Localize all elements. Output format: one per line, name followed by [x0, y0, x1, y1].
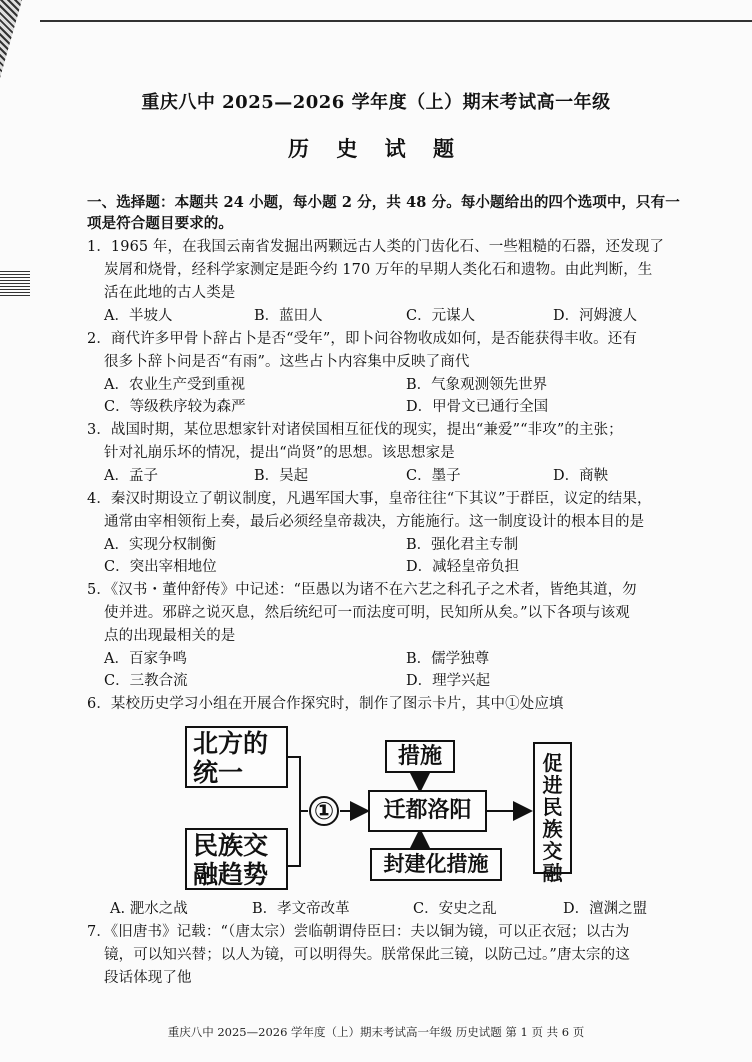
q5-option-b[interactable]: B．儒学独尊 [406, 651, 490, 667]
move-capital-box: 迁都洛阳 [368, 790, 487, 832]
q5-option-c[interactable]: C．三教合流 [104, 673, 188, 689]
section-instruction-2: 项是符合题目要求的。 [87, 215, 233, 232]
q3-option-d[interactable]: D．商鞅 [553, 468, 609, 484]
q3-option-b[interactable]: B．吴起 [254, 468, 309, 484]
q3-line-2: 针对礼崩乐坏的情况，提出“尚贤”的思想。该思想家是 [104, 445, 455, 461]
q4-line-1: 4．秦汉时期设立了朝议制度，凡遇军国大事，皇帝往往“下其议”于群臣，议定的结果， [87, 491, 652, 507]
q4-option-c[interactable]: C．突出宰相地位 [104, 559, 217, 575]
q1-option-b[interactable]: B．蓝田人 [254, 308, 323, 324]
q2-line-2: 很多卜辞卜问是否“有雨”。这些占卜内容集中反映了商代 [104, 354, 470, 370]
blank-marker: ① [313, 797, 335, 825]
q1-line-3: 活在此地的古人类是 [104, 285, 236, 301]
bracket-line [288, 757, 300, 866]
q4-option-a[interactable]: A．实现分权制衡 [104, 537, 216, 553]
q2-option-b[interactable]: B．气象观测领先世界 [406, 377, 548, 393]
q5-option-a[interactable]: A．百家争鸣 [104, 651, 187, 667]
q2-line-1: 2．商代许多甲骨卜辞占卜是否“受年”，即卜问谷物收成如何，是否能获得丰收。还有 [87, 331, 637, 347]
measures-box: 措施 [385, 740, 455, 773]
exam-title: 重庆八中 2025—2026 学年度（上）期末考试高一年级 [141, 92, 611, 113]
q5-line-2: 使并进。邪辟之说灭息，然后统纪可一而法度可明，民知所从矣。”以下各项与该观 [104, 605, 630, 621]
ethnic-trend-box [185, 828, 288, 890]
q6-line-1: 6．某校历史学习小组在开展合作探究时，制作了图示卡片，其中①处应填 [87, 696, 564, 712]
q4-option-b[interactable]: B．强化君主专制 [406, 537, 519, 553]
result-box: 促进民族交融 [533, 742, 572, 874]
feudal-measures-box: 封建化措施 [370, 848, 502, 881]
q1-option-d[interactable]: D．河姆渡人 [553, 308, 638, 324]
q7-line-1: 7．《旧唐书》记载：“（唐太宗）尝临朝谓侍臣曰：夫以铜为镜，可以正衣冠；以古为 [87, 924, 630, 940]
q1-option-c[interactable]: C．元谋人 [406, 308, 476, 324]
q1-line-1: 1．1965 年，在我国云南省发掘出两颗远古人类的门齿化石、一些粗糙的石器，还发现了 [87, 239, 664, 255]
q5-line-1: 5．《汉书・董仲舒传》中记述：“臣愚以为诸不在六艺之科孔子之术者，皆绝其道，勿 [87, 582, 637, 598]
q3-option-a[interactable]: A．孟子 [104, 468, 158, 484]
q2-option-d[interactable]: D．甲骨文已通行全国 [406, 399, 549, 415]
q6-option-a[interactable]: A. 淝水之战 [110, 901, 188, 917]
page-footer: 重庆八中 2025—2026 学年度（上）期末考试高一年级 历史试题 第 1 页 共 6 页 [167, 1025, 585, 1039]
q6-option-b[interactable]: B．孝文帝改革 [252, 901, 350, 917]
q5-line-3: 点的出现最相关的是 [104, 628, 236, 644]
north-unity-box [185, 726, 288, 788]
q7-line-2: 镜，可以知兴替；以人为镜，可以明得失。朕常保此三镜，以防己过。”唐太宗的这 [104, 947, 630, 963]
q1-line-2: 炭屑和烧骨，经科学家测定是距今约 170 万年的早期人类化石和遗物。由此判断，生 [104, 262, 653, 278]
q6-option-c[interactable]: C．安史之乱 [413, 901, 497, 917]
q3-line-1: 3．战国时期，某位思想家针对诸侯国相互征伐的现实，提出“兼爱”“非攻”的主张； [87, 422, 623, 438]
ethnic-trend-line-2: 融趋势 [193, 860, 269, 889]
north-unity-line-2: 统一 [193, 758, 244, 787]
q2-option-a[interactable]: A．农业生产受到重视 [104, 377, 245, 393]
section-instruction-1: 一、选择题：本题共 24 小题，每小题 2 分，共 48 分。每小题给出的四个选项中，只有一 [87, 194, 680, 211]
q7-line-3: 段话体现了他 [104, 970, 192, 986]
q6-option-d[interactable]: D．澶渊之盟 [563, 901, 648, 917]
q4-line-2: 通常由宰相领衔上奏，最后必须经皇帝裁决，方能施行。这一制度设计的根本目的是 [104, 514, 645, 530]
subject-title: 历 史 试 题 [288, 136, 464, 161]
q2-option-c[interactable]: C．等级秩序较为森严 [104, 399, 246, 415]
q3-option-c[interactable]: C．墨子 [406, 468, 461, 484]
ethnic-trend-line-1: 民族交 [193, 831, 269, 860]
q4-option-d[interactable]: D．减轻皇帝负担 [406, 559, 520, 575]
q5-option-d[interactable]: D．理学兴起 [406, 673, 491, 689]
q1-option-a[interactable]: A．半坡人 [104, 308, 173, 324]
north-unity-line-1: 北方的 [193, 729, 269, 758]
